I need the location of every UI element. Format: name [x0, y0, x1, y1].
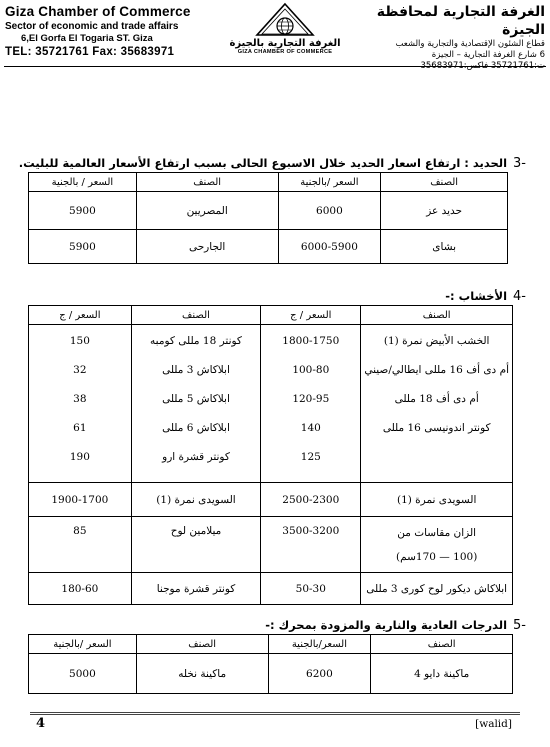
list-item: 32: [73, 364, 87, 376]
section-title: الدرجات العادية والنارية والمزودة بمحرك :-: [265, 618, 508, 632]
list-item: 125: [300, 451, 321, 463]
list-item: الخشب الأبيض نمرة (1): [383, 335, 490, 347]
item-name: [361, 517, 513, 573]
table-header: السعر / ج: [29, 306, 132, 325]
table-row: [29, 192, 508, 230]
table-row: [29, 654, 513, 694]
header-phone-ar: ت:35721761 فاكس:35683971: [420, 61, 545, 72]
page-number: 4: [36, 716, 46, 731]
table-header: السعر/بالجنية: [268, 635, 371, 654]
item-price: 180-60: [29, 573, 132, 605]
logo-text-en: GIZA CHAMBER OF COMMERCE: [237, 49, 333, 55]
section-title: الحديد : ارتفاع اسعار الحديد خلال الاسبوع الحالى بسبب ارتفاع الأسعار العالمية للبليت.: [18, 156, 508, 170]
table-header: السعر /بالجنية: [278, 173, 381, 192]
item-name: ماكينة دايو 4: [371, 654, 513, 694]
item-name: الجارحى: [136, 230, 278, 264]
item-price: 6000-5900: [278, 230, 381, 264]
item-price: 6000: [278, 192, 381, 230]
table-header: السعر / بالجنية: [29, 173, 137, 192]
section-number: -4: [513, 289, 526, 304]
table-row: [29, 325, 513, 483]
header-sector-ar: قطاع الشئون الإقتصادية والتجارية والشعب: [395, 39, 545, 50]
list-item: 120-95: [292, 393, 330, 405]
section-wood-heading: [445, 289, 526, 304]
list-item: 140: [300, 422, 321, 434]
table-row: [29, 573, 513, 605]
footer-divider: [30, 712, 520, 715]
wood-price-table: [28, 305, 513, 605]
list-item: ابلاكاش 5 مللى: [162, 393, 230, 405]
item-name: السويدى نمرة (1): [131, 483, 261, 517]
table-row: [29, 230, 508, 264]
table-header: الصنف: [131, 306, 261, 325]
list-item: 61: [73, 422, 87, 434]
item-price: 5900: [29, 192, 137, 230]
header-address-en: 6,El Gorfa El Togaria ST. Giza: [21, 33, 153, 45]
list-item: ابلاكاش 6 مللى: [162, 422, 230, 434]
item-name-list: [131, 325, 261, 483]
table-header: السعر /بالجنية: [29, 635, 137, 654]
item-price-list: [29, 325, 132, 483]
header-arabic: [350, 3, 545, 73]
list-item: 100-80: [292, 364, 330, 376]
table-header: السعر / ج: [261, 306, 361, 325]
header-divider: [4, 66, 546, 67]
list-item: كونتر 18 مللى كومبه: [150, 335, 242, 347]
item-name-line: الزان مقاسات من: [397, 526, 477, 539]
chamber-logo: [226, 2, 344, 64]
section-bikes-heading: [265, 618, 526, 633]
section-title: الأخشاب :-: [445, 289, 508, 303]
item-price-list: [261, 325, 361, 483]
table-header: الصنف: [361, 306, 513, 325]
table-header: الصنف: [381, 173, 508, 192]
item-price: 3500-3200: [261, 517, 361, 573]
list-item: كونتر اندونيسى 16 مللى: [382, 422, 491, 434]
item-price: 50-30: [261, 573, 361, 605]
item-name: بشاى: [381, 230, 508, 264]
bikes-price-table: [28, 634, 513, 694]
item-name: المصريين: [136, 192, 278, 230]
header-sector-en: Sector of economic and trade affairs: [5, 20, 179, 32]
list-item: 150: [69, 335, 90, 347]
section-number: -5: [513, 618, 526, 633]
item-price: 6200: [268, 654, 371, 694]
list-item: ابلاكاش 3 مللى: [162, 364, 230, 376]
item-price: 5900: [29, 230, 137, 264]
header-address-ar: 6 شارع الغرفة التجارية – الجيزة: [431, 50, 545, 61]
table-header: الصنف: [136, 173, 278, 192]
item-name: ابلاكاش ديكور لوح كورى 3 مللى: [361, 573, 513, 605]
list-item: 190: [69, 451, 90, 463]
item-name: ميلامين لوح: [131, 517, 261, 573]
logo-text-ar: الغرفة التجارية بالجيزة: [229, 38, 341, 49]
list-item: 1800-1750: [282, 335, 340, 347]
section-iron-heading: [19, 156, 526, 171]
globe-pyramid-icon: [255, 2, 315, 36]
header-title-en: Giza Chamber of Commerce: [5, 4, 191, 19]
header-title-ar: الغرفة التجارية لمحافظة الجيزة: [376, 4, 545, 39]
list-item: كونتر قشرة ارو: [162, 451, 230, 463]
list-item: 38: [73, 393, 87, 405]
item-price: 85: [29, 517, 132, 573]
item-price: 2500-2300: [261, 483, 361, 517]
table-header: الصنف: [136, 635, 268, 654]
item-name: ماكينة نخله: [136, 654, 268, 694]
footer-author: [walid]: [475, 718, 512, 730]
table-header: الصنف: [371, 635, 513, 654]
item-name: السويدى نمرة (1): [361, 483, 513, 517]
item-name: كونتر قشرة موجنا: [131, 573, 261, 605]
iron-price-table: [28, 172, 508, 264]
item-name-line: (100 — 170سم): [396, 550, 478, 563]
list-item: أم دى أف 18 مللى: [394, 393, 479, 405]
item-name-list: [361, 325, 513, 483]
header-english: [5, 4, 215, 60]
table-row: [29, 517, 513, 573]
section-number: -3: [513, 156, 526, 171]
list-item: أم دى أف 16 مللى ايطالي/صيني: [364, 364, 509, 376]
item-price: 1900-1700: [29, 483, 132, 517]
item-price: 5000: [29, 654, 137, 694]
item-name: حديد عز: [381, 192, 508, 230]
header-phone-en: TEL: 35721761 Fax: 35683971: [5, 46, 175, 59]
table-row: [29, 483, 513, 517]
